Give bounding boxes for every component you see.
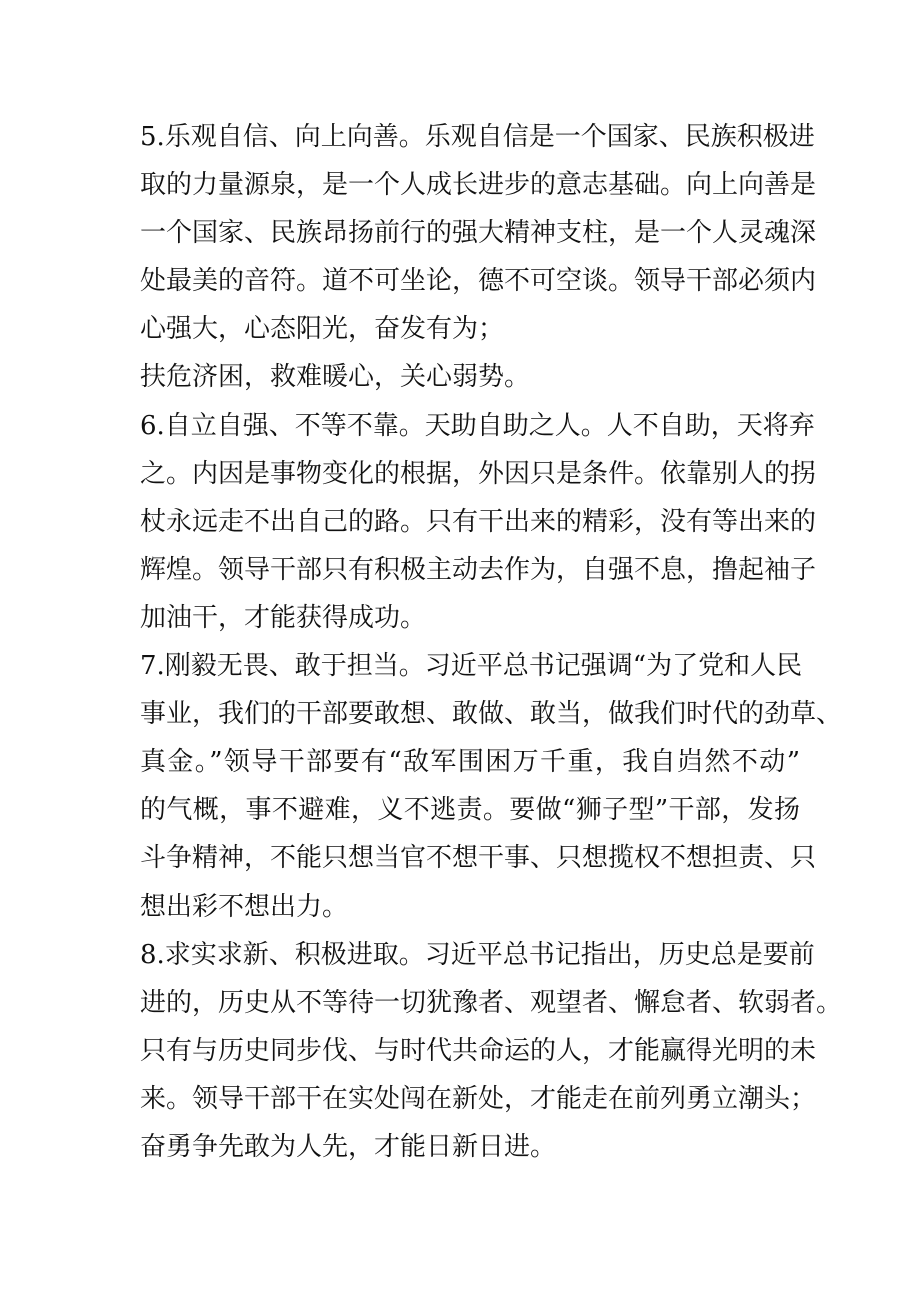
text-line: 心强大，心态阳光，奋发有为；	[140, 314, 505, 345]
text-line: 之。内因是事物变化的根据，外因只是条件。依靠别人的拐	[140, 458, 817, 489]
text-line: 真金。”领导干部要有“敌军围困万千重，我自岿然不动”	[140, 747, 800, 778]
text-line: 加油干，才能获得成功。	[140, 602, 427, 633]
text-line: 想出彩不想出力。	[140, 891, 349, 922]
text-line: 的气概，事不避难，义不逃责。要做“狮子型”干部，发扬	[140, 795, 800, 826]
text-line: 7.刚毅无畏、敢于担当。习近平总书记强调“为了党和人民	[140, 651, 803, 682]
text-line: 来。领导干部干在实处闯在新处，才能走在前列勇立潮头；	[140, 1083, 817, 1114]
text-line: 奋勇争先敢为人先，才能日新日进。	[140, 1131, 557, 1162]
text-line: 辉煌。领导干部只有积极主动去作为，自强不息，撸起袖子	[140, 554, 817, 585]
text-line: 只有与历史同步伐、与时代共命运的人，才能赢得光明的未	[140, 1035, 817, 1066]
text-line: 扶危济困，救难暖心，关心弱势。	[140, 362, 531, 393]
text-line: 进的，历史从不等待一切犹豫者、观望者、懈怠者、软弱者。	[140, 987, 843, 1018]
text-line: 事业，我们的干部要敢想、敢做、敢当，做我们时代的劲草、	[140, 699, 843, 730]
text-line: 5.乐观自信、向上向善。乐观自信是一个国家、民族积极进	[140, 122, 815, 152]
text-line: 取的力量源泉，是一个人成长进步的意志基础。向上向善是	[140, 170, 817, 201]
text-line: 8.求实求新、积极进取。习近平总书记指出，历史总是要前	[140, 939, 815, 970]
text-line: 杖永远走不出自己的路。只有干出来的精彩，没有等出来的	[140, 506, 817, 537]
text-line: 处最美的音符。道不可坐论，德不可空谈。领导干部必须内	[140, 266, 817, 297]
text-line: 斗争精神，不能只想当官不想干事、只想揽权不想担责、只	[140, 843, 817, 874]
document-body	[140, 113, 843, 1171]
text-line: 6.自立自强、不等不靠。天助自助之人。人不自助，天将弃	[140, 410, 815, 441]
text-line: 一个国家、民族昂扬前行的强大精神支柱，是一个人灵魂深	[140, 218, 817, 249]
